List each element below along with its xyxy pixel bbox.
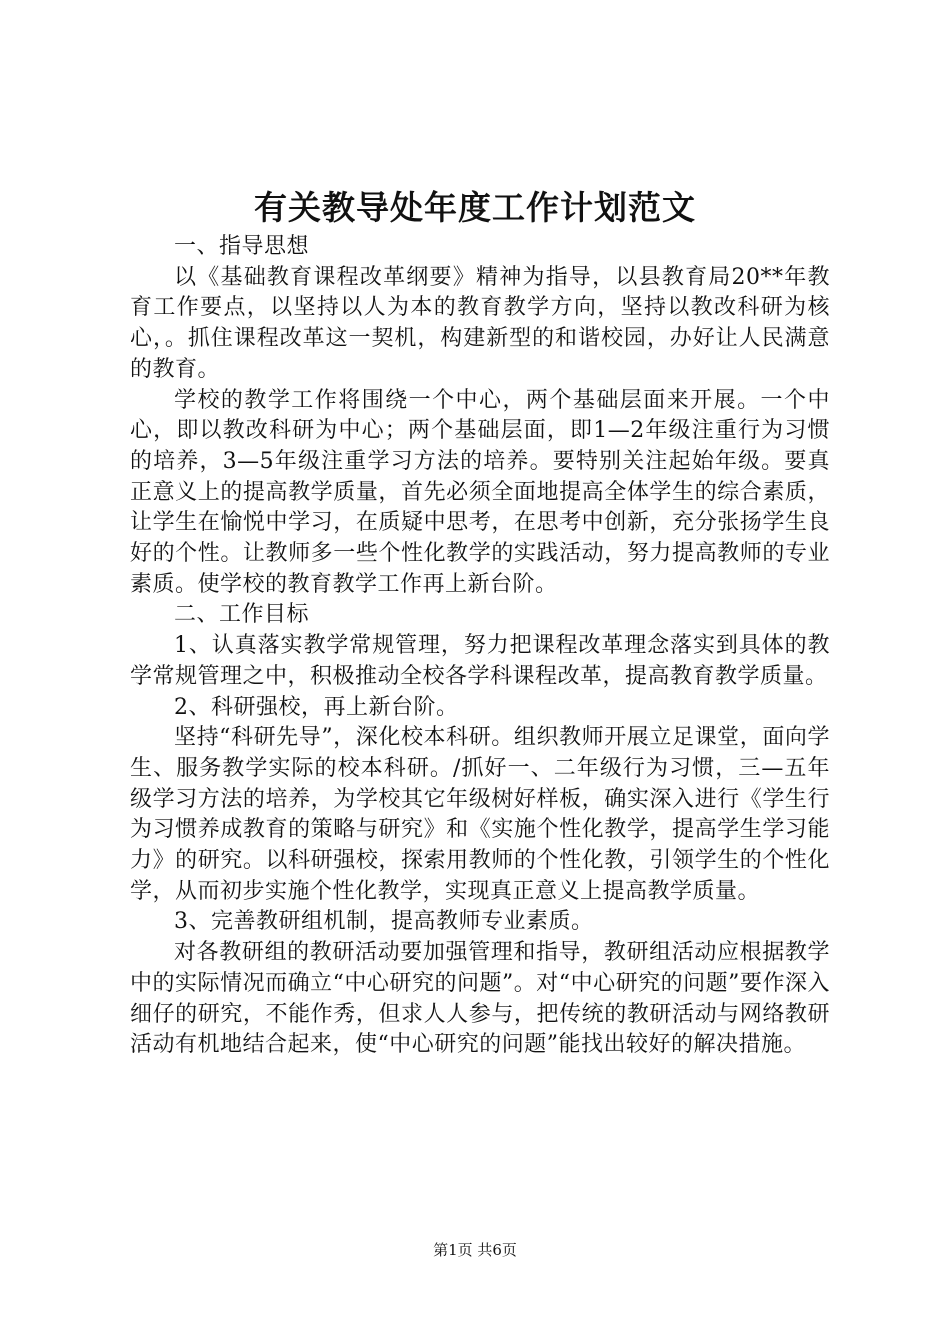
page-footer: 第1页 共6页	[433, 1241, 517, 1259]
paragraph: 以《基础教育课程改革纲要》精神为指导，以县教育局20**年教育工作要点，以坚持以人为本的教育教学方向，坚持以教改科研为核心，。抓住课程改革这一契机，构建新型的和谐校园，办好让人民满意的教育。	[130, 264, 830, 382]
document-body	[130, 232, 830, 1061]
paragraph: 坚持“科研先导”，深化校本科研。组织教师开展立足课堂，面向学生、服务教学实际的校本科研。/抓好一、二年级行为习惯，三—五年级学习方法的培养，为学校其它年级树好样板，确实深入进行《学生行为习惯养成教育的策略与研究》和《实施个性化教学，提高学生学习能力》的研究。以科研强校，探索用教师的个性化教，引领学生的个性化学，从而初步实施个性化教学，实现真正意义上提高教学质量。	[130, 725, 830, 904]
document-title: 有关教导处年度工作计划范文	[254, 188, 696, 227]
paragraph: 学校的教学工作将围绕一个中心，两个基础层面来开展。一个中心，即以教改科研为中心；两个基础层面，即1—2年级注重行为习惯的培养，3—5年级注重学习方法的培养。要特别关注起始年级。要真正意义上的提高教学质量，首先必须全面地提高全体学生的综合素质，让学生在愉悦中学习，在质疑中思考，在思考中创新，充分张扬学生良好的个性。让教师多一些个性化教学的实践活动，努力提高教师的专业素质。使学校的教育教学工作再上新台阶。	[130, 387, 830, 597]
paragraph: 对各教研组的教研活动要加强管理和指导，教研组活动应根据教学中的实际情况而确立“中心研究的问题”。对“中心研究的问题”要作深入细仔的研究，不能作秀，但求人人参与，把传统的教研活动与网络教研活动有机地结合起来，使“中心研究的问题”能找出较好的解决措施。	[130, 940, 830, 1058]
paragraph: 3、完善教研组机制，提高教师专业素质。	[174, 909, 594, 935]
section-heading-work-goals: 二、工作目标	[174, 602, 310, 628]
paragraph: 1、认真落实教学常规管理，努力把课程改革理念落实到具体的教学常规管理之中，积极推动全校各学科课程改革，提高教育教学质量。	[130, 633, 830, 689]
paragraph: 2、科研强校，再上新台阶。	[174, 694, 459, 720]
section-heading-guiding-ideology: 一、指导思想	[174, 234, 310, 259]
